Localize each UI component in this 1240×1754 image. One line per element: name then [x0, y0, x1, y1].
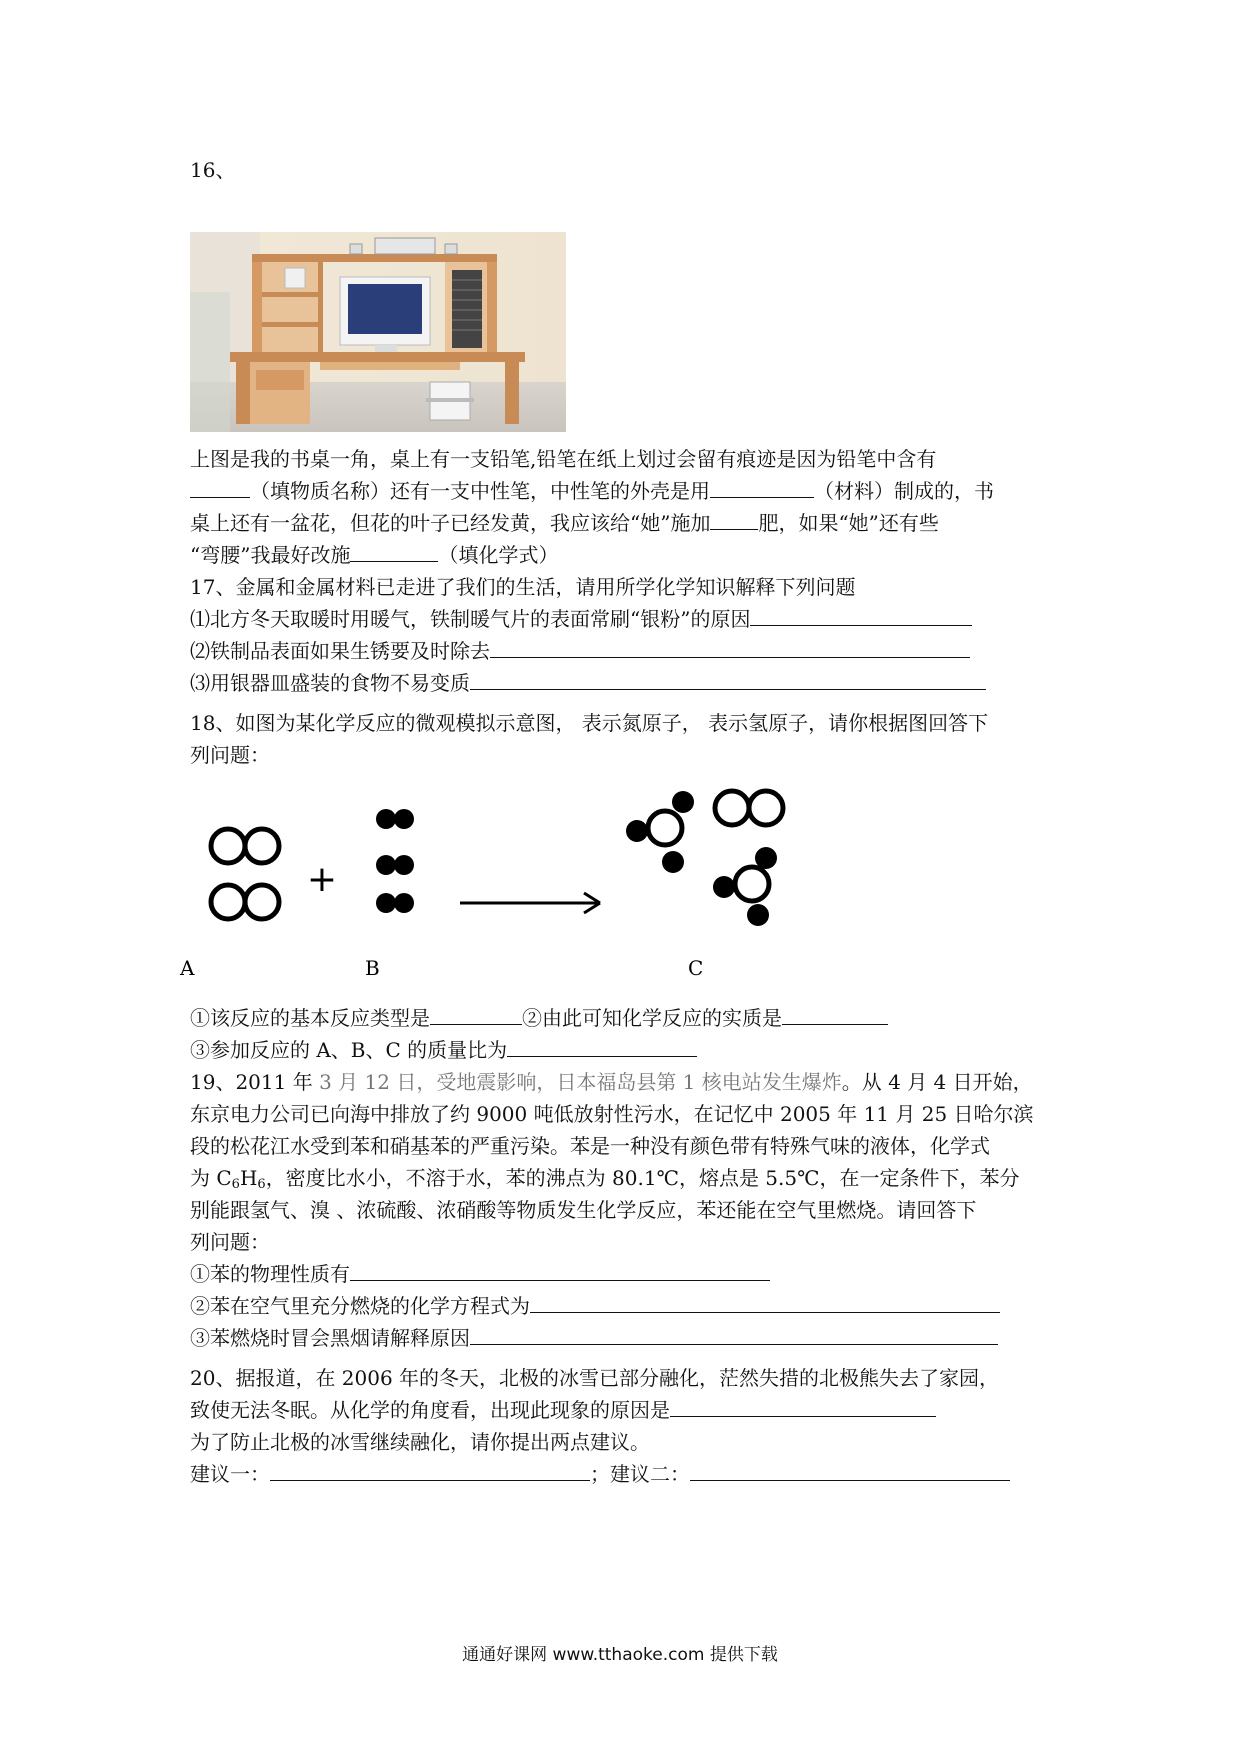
q19-sub1: 6 [231, 1177, 240, 1192]
molecule-b [376, 809, 414, 913]
q20-line4 [190, 1458, 1010, 1490]
reaction-arrow [460, 893, 600, 913]
q18-item2-text: ②由此可知化学反应的实质是 [522, 1006, 782, 1030]
q20-suggestion2-label: ；建议二： [590, 1462, 690, 1486]
q19-item2-text: ②苯在空气里充分燃烧的化学方程式为 [190, 1294, 530, 1318]
reaction-diagram [180, 778, 830, 980]
q19-l4b: H [239, 1166, 258, 1190]
q20-l2-text: 致使无法冬眠。从化学的角度看，出现此现象的原因是 [190, 1398, 670, 1422]
q18-blank1[interactable] [430, 1002, 522, 1025]
q19-l1c: 。从 4 月 4 日开始， [841, 1070, 1033, 1094]
q18-blank3[interactable] [507, 1034, 697, 1057]
q20-line3: 为了防止北极的冰雪继续融化，请你提出两点建议。 [190, 1430, 650, 1454]
q18-blank2[interactable] [782, 1002, 888, 1025]
q17-item1 [190, 603, 972, 635]
q19-item1 [190, 1258, 770, 1290]
q18-item3-text: ③参加反应的 A、B、C 的质量比为 [190, 1038, 508, 1062]
q19-item1-text: ①苯的物理性质有 [190, 1262, 350, 1286]
label-a: A [180, 956, 195, 980]
q18-item1-text: ①该反应的基本反应类型是 [190, 1006, 430, 1030]
molecule-c-1 [626, 791, 694, 873]
q19-line2: 东京电力公司已向海中排放了约 9000 吨低放射性污水，在记忆中 2005 年 11 月 25 日哈尔滨 [190, 1102, 1034, 1126]
q16-blank1[interactable] [190, 475, 250, 498]
q17-blank2[interactable] [490, 635, 970, 658]
plus-sign: + [306, 859, 338, 900]
q20-suggestion1-label: 建议一： [190, 1462, 270, 1486]
desk-illustration [190, 232, 566, 432]
molecule-c-n2 [715, 791, 783, 825]
q16-text4a: “弯腰”我最好改施 [190, 543, 351, 567]
q19-blank1[interactable] [350, 1258, 770, 1281]
q16-line4 [190, 539, 558, 571]
q16-line3 [190, 507, 939, 539]
q17-item2 [190, 635, 970, 667]
q19-l4a: 为 C [190, 1166, 232, 1190]
q16-text2b: （材料）制成的，书 [814, 479, 994, 503]
q17-blank3[interactable] [470, 667, 986, 690]
q19-line5: 别能跟氢气、溴 、浓硫酸、浓硝酸等物质发生化学反应，苯还能在空气里燃烧。请回答下 [190, 1198, 977, 1222]
q16-text2a: （填物质名称）还有一支中性笔，中性笔的外壳是用 [250, 479, 710, 503]
q19-blank2[interactable] [530, 1290, 1000, 1313]
q19-line3: 段的松花江水受到苯和硝基苯的严重污染。苯是一种没有颜色带有特殊气味的液体，化学式 [190, 1134, 990, 1158]
q20-blank-suggestion1[interactable] [270, 1458, 590, 1481]
reaction-svg [180, 778, 830, 980]
q16-blank2[interactable] [710, 475, 814, 498]
q17-item2-text: ⑵铁制品表面如果生锈要及时除去 [190, 639, 490, 663]
q17-blank1[interactable] [750, 603, 972, 626]
q16-blank4[interactable] [350, 539, 438, 562]
molecule-a [211, 829, 279, 919]
q19-line6: 列问题： [190, 1230, 270, 1254]
q19-item3 [190, 1322, 998, 1354]
q16-line2 [190, 475, 994, 507]
q16-text3b: 肥，如果“她”还有些 [758, 511, 939, 535]
q17-item3-text: ⑶用银器皿盛装的食物不易变质 [190, 671, 470, 695]
q20-blank-suggestion2[interactable] [690, 1458, 1010, 1481]
q17-item3 [190, 667, 986, 699]
q19-l1a: 19、2011 年 [190, 1070, 313, 1094]
q16-number: 16、 [190, 158, 236, 182]
q19-item2 [190, 1290, 1000, 1322]
q18-item3 [190, 1034, 697, 1066]
q16-blank3[interactable] [710, 507, 758, 530]
label-b: B [365, 956, 380, 980]
q19-l1b: 3 月 12 日，受地震影响，日本福岛县第 1 核电站发生爆炸 [312, 1070, 842, 1094]
q18-item1 [190, 1002, 888, 1034]
molecule-c-2 [713, 847, 777, 926]
q19-blank3[interactable] [470, 1322, 998, 1345]
q18-stem1: 18、如图为某化学反应的微观模拟示意图， 表示氮原子， 表示氢原子，请你根据图回答下 [190, 711, 989, 735]
q20-line1: 20、据报道，在 2006 年的冬天，北极的冰雪已部分融化，茫然失措的北极熊失去了家园， [190, 1366, 1000, 1390]
q17-stem: 17、金属和金属材料已走进了我们的生活，请用所学化学知识解释下列问题 [190, 575, 856, 599]
q20-blank1[interactable] [670, 1394, 936, 1417]
q20-line2 [190, 1394, 936, 1426]
q16-text4b: （填化学式） [438, 543, 559, 567]
page-footer: 通通好课网 www.tthaoke.com 提供下载 [462, 1645, 778, 1665]
q19-line1 [190, 1066, 1033, 1098]
q18-stem2: 列问题： [190, 743, 270, 767]
q19-l4c: ，密度比水小，不溶于水，苯的沸点为 80.1℃，熔点是 5.5℃，在一定条件下，苯分 [265, 1166, 1020, 1190]
q16-text3a: 桌上还有一盆花，但花的叶子已经发黄，我应该给“她”施加 [190, 511, 711, 535]
q19-sub2: 6 [257, 1177, 266, 1192]
q19-item3-text: ③苯燃烧时冒会黑烟请解释原因 [190, 1326, 470, 1350]
q17-item1-text: ⑴北方冬天取暖时用暖气，铁制暖气片的表面常刷“银粉”的原因 [190, 607, 751, 631]
label-c: C [688, 956, 704, 980]
q16-line1: 上图是我的书桌一角，桌上有一支铅笔,铅笔在纸上划过会留有痕迹是因为铅笔中含有 [190, 447, 937, 471]
desk-photo [190, 232, 566, 432]
